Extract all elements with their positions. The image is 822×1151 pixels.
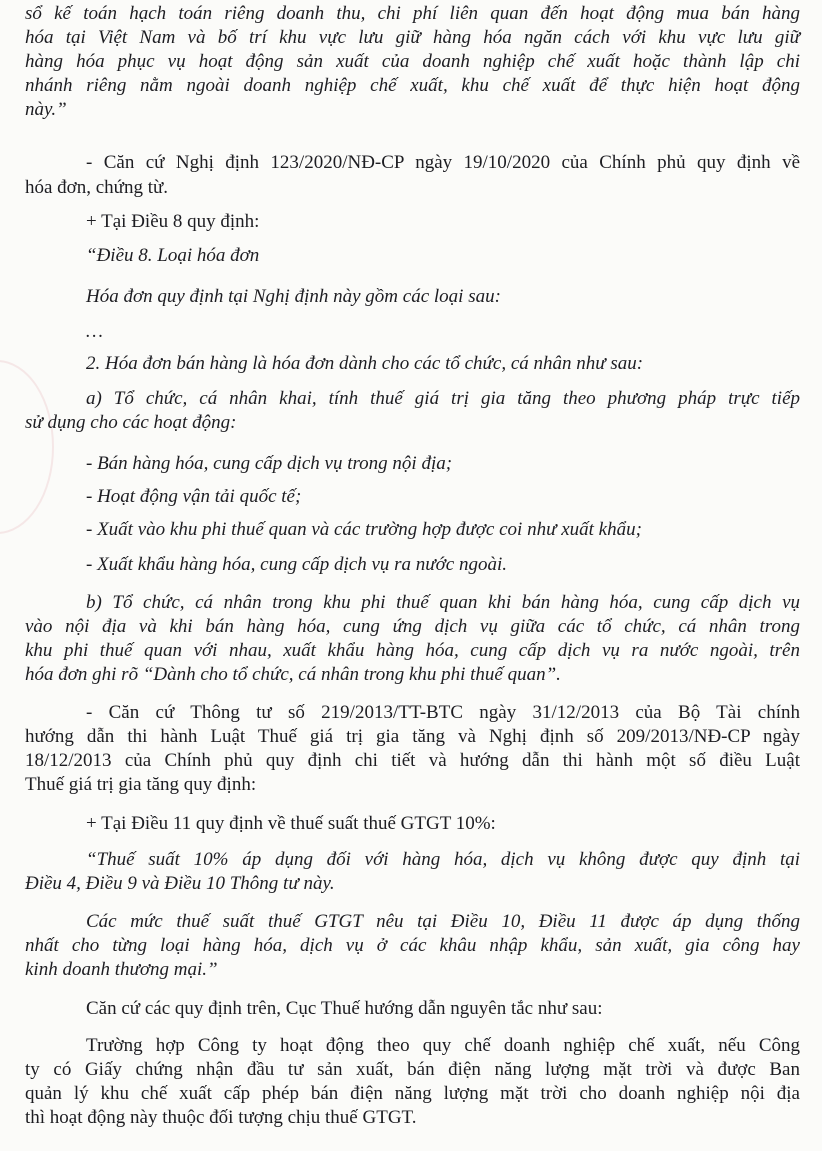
text-line: - Xuất vào khu phi thuế quan và các trường hợp được coi như xuất khẩu;	[86, 519, 642, 540]
text-line: - Xuất khẩu hàng hóa, cung cấp dịch vụ ra nước ngoài.	[86, 554, 508, 575]
text-line: + Tại Điều 8 quy định:	[86, 211, 260, 232]
text-line: hàng hóa phục vụ hoạt động sản xuất của doanh nghiệp chế xuất hoặc thành lập chi	[25, 51, 800, 72]
text-line: Các mức thuế suất thuế GTGT nêu tại Điều 10, Điều 11 được áp dụng thống	[86, 911, 800, 932]
text-line: “Thuế suất 10% áp dụng đối với hàng hóa, dịch vụ không được quy định tại	[86, 849, 800, 870]
text-line: sổ kế toán hạch toán riêng doanh thu, chi phí liên quan đến hoạt động mua bán hàng	[25, 3, 800, 24]
text-line: …	[86, 321, 103, 342]
text-line: nhất cho từng loại hàng hóa, dịch vụ ở các khâu nhập khẩu, sản xuất, gia công hay	[25, 935, 800, 956]
text-line: Hóa đơn quy định tại Nghị định này gồm các loại sau:	[86, 286, 501, 307]
text-line: hướng dẫn thi hành Luật Thuế giá trị gia tăng và Nghị định số 209/2013/NĐ-CP ngày	[25, 726, 800, 747]
text-line: quản lý khu chế xuất cấp phép bán điện năng lượng mặt trời cho doanh nghiệp nội địa	[25, 1083, 800, 1104]
text-line: Thuế giá trị gia tăng quy định:	[25, 774, 257, 795]
text-line: vào nội địa và khi bán hàng hóa, cung ứng dịch vụ giữa các tổ chức, cá nhân trong	[25, 616, 800, 637]
text-line: Trường hợp Công ty hoạt động theo quy chế doanh nghiệp chế xuất, nếu Công	[86, 1035, 800, 1056]
text-line: ty có Giấy chứng nhận đầu tư sản xuất, bán điện năng lượng mặt trời và được Ban	[25, 1059, 800, 1080]
text-line: 2. Hóa đơn bán hàng là hóa đơn dành cho các tổ chức, cá nhân như sau:	[86, 353, 644, 374]
text-line: “Điều 8. Loại hóa đơn	[86, 245, 260, 266]
text-line: - Hoạt động vận tải quốc tế;	[86, 486, 302, 507]
text-line: hóa đơn ghi rõ “Dành cho tổ chức, cá nhân trong khu phi thuế quan”.	[25, 664, 561, 685]
text-line: Căn cứ các quy định trên, Cục Thuế hướng dẫn nguyên tắc như sau:	[86, 998, 603, 1019]
text-line: nhánh riêng nằm ngoài doanh nghiệp chế xuất, khu chế xuất để thực hiện hoạt động	[25, 75, 800, 96]
text-line: hóa tại Việt Nam và bố trí khu vực lưu giữ hàng hóa ngăn cách với khu vực lưu giữ	[25, 27, 800, 48]
text-line: này.”	[25, 99, 67, 120]
text-line: - Bán hàng hóa, cung cấp dịch vụ trong nội địa;	[86, 453, 453, 474]
text-line: kinh doanh thương mại.”	[25, 959, 218, 980]
text-line: - Căn cứ Nghị định 123/2020/NĐ-CP ngày 19/10/2020 của Chính phủ quy định về	[86, 152, 800, 173]
text-line: + Tại Điều 11 quy định về thuế suất thuế GTGT 10%:	[86, 813, 496, 834]
text-line: khu phi thuế quan với nhau, xuất khẩu hàng hóa, cung cấp dịch vụ ra nước ngoài, trên	[25, 640, 800, 661]
text-line: 18/12/2013 của Chính phủ quy định chi tiết và hướng dẫn thi hành một số điều Luật	[25, 750, 800, 771]
faint-stamp-mark	[0, 360, 54, 534]
text-line: - Căn cứ Thông tư số 219/2013/TT-BTC ngày 31/12/2013 của Bộ Tài chính	[86, 702, 800, 723]
text-line: Điều 4, Điều 9 và Điều 10 Thông tư này.	[25, 873, 335, 894]
text-line: b) Tổ chức, cá nhân trong khu phi thuế quan khi bán hàng hóa, cung cấp dịch vụ	[86, 592, 800, 613]
text-line: a) Tổ chức, cá nhân khai, tính thuế giá trị gia tăng theo phương pháp trực tiếp	[86, 388, 800, 409]
text-line: hóa đơn, chứng từ.	[25, 177, 169, 198]
text-line: thì hoạt động này thuộc đối tượng chịu thuế GTGT.	[25, 1107, 417, 1128]
text-line: sử dụng cho các hoạt động:	[25, 412, 237, 433]
